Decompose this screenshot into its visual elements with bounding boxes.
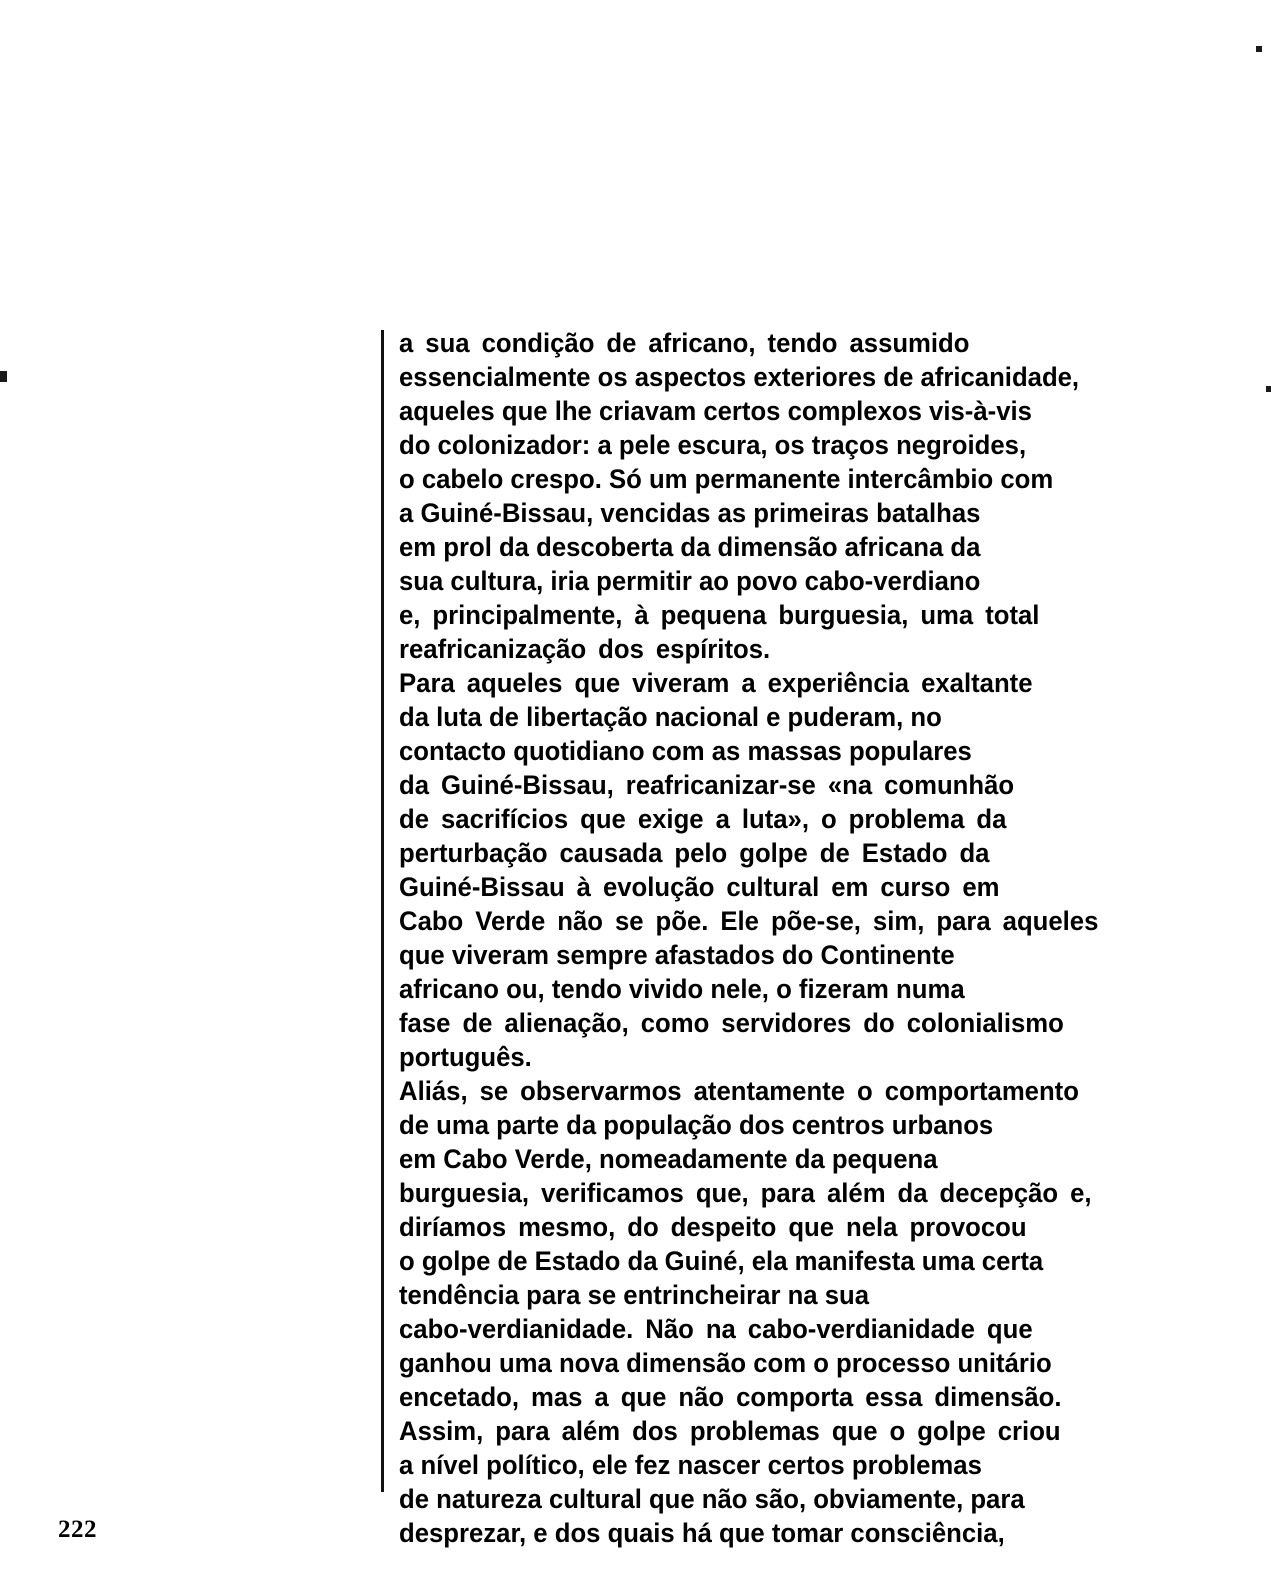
body-text-block xyxy=(399,326,1221,1550)
text-line: essencialmente os aspectos exteriores de africanidade, xyxy=(399,362,1080,392)
text-line: Cabo Verde não se põe. Ele põe-se, sim, para aqueles xyxy=(399,906,1099,936)
text-line: de sacrifícios que exige a luta», o problema da xyxy=(399,804,1007,834)
text-line: cabo-verdianidade. Não na cabo-verdianidade que xyxy=(399,1314,1033,1344)
column-vertical-rule xyxy=(381,330,384,1492)
text-line: perturbação causada pelo golpe de Estado da xyxy=(399,838,990,868)
text-line: o cabelo crespo. Só um permanente intercâmbio com xyxy=(399,464,1054,494)
text-line: Assim, para além dos problemas que o golpe criou xyxy=(399,1416,1061,1446)
text-line: o golpe de Estado da Guiné, ela manifesta uma certa xyxy=(399,1246,1044,1276)
registration-tick-left-icon xyxy=(0,371,7,382)
text-line: Para aqueles que viveram a experiência exaltante xyxy=(399,668,1033,698)
text-line: de uma parte da população dos centros urbanos xyxy=(399,1110,994,1140)
text-line: Guiné-Bissau à evolução cultural em curso em xyxy=(399,872,1000,902)
text-line: de natureza cultural que não são, obviamente, para xyxy=(399,1484,1025,1514)
page-number: 222 xyxy=(58,1516,97,1543)
registration-dot-mid-right-icon xyxy=(1266,386,1271,392)
text-line: que viveram sempre afastados do Continente xyxy=(399,940,955,970)
text-line: em prol da descoberta da dimensão africana da xyxy=(399,532,981,562)
text-line: a Guiné-Bissau, vencidas as primeiras batalhas xyxy=(399,498,981,528)
text-line: a nível político, ele fez nascer certos problemas xyxy=(399,1450,982,1480)
text-line: Aliás, se observarmos atentamente o comportamento xyxy=(399,1076,1079,1106)
text-line: desprezar, e dos quais há que tomar consciência, xyxy=(399,1518,1005,1548)
text-line: a sua condição de africano, tendo assumido xyxy=(399,328,970,358)
text-line: africano ou, tendo vivido nele, o fizeram numa xyxy=(399,974,965,1004)
text-line: da luta de libertação nacional e puderam, no xyxy=(399,702,942,732)
text-line: fase de alienação, como servidores do colonialismo xyxy=(399,1008,1064,1038)
text-line: tendência para se entrincheirar na sua xyxy=(399,1280,870,1310)
text-line: diríamos mesmo, do despeito que nela provocou xyxy=(399,1212,1027,1242)
text-line: português. xyxy=(399,1042,532,1072)
text-line: reafricanização dos espíritos. xyxy=(399,634,771,664)
text-line: do colonizador: a pele escura, os traços negroides, xyxy=(399,430,1027,460)
text-line: em Cabo Verde, nomeadamente da pequena xyxy=(399,1144,938,1174)
text-line: encetado, mas a que não comporta essa dimensão. xyxy=(399,1382,1062,1412)
text-line: aqueles que lhe criavam certos complexos vis-à-vis xyxy=(399,396,1032,426)
text-line: da Guiné-Bissau, reafricanizar-se «na comunhão xyxy=(399,770,1015,800)
registration-dot-top-right-icon xyxy=(1256,46,1262,52)
text-line: burguesia, verificamos que, para além da decepção e, xyxy=(399,1178,1092,1208)
text-line: sua cultura, iria permitir ao povo cabo-verdiano xyxy=(399,566,981,596)
text-line: contacto quotidiano com as massas populares xyxy=(399,736,972,766)
text-line: e, principalmente, à pequena burguesia, uma total xyxy=(399,600,1040,630)
text-line: ganhou uma nova dimensão com o processo unitário xyxy=(399,1348,1052,1378)
